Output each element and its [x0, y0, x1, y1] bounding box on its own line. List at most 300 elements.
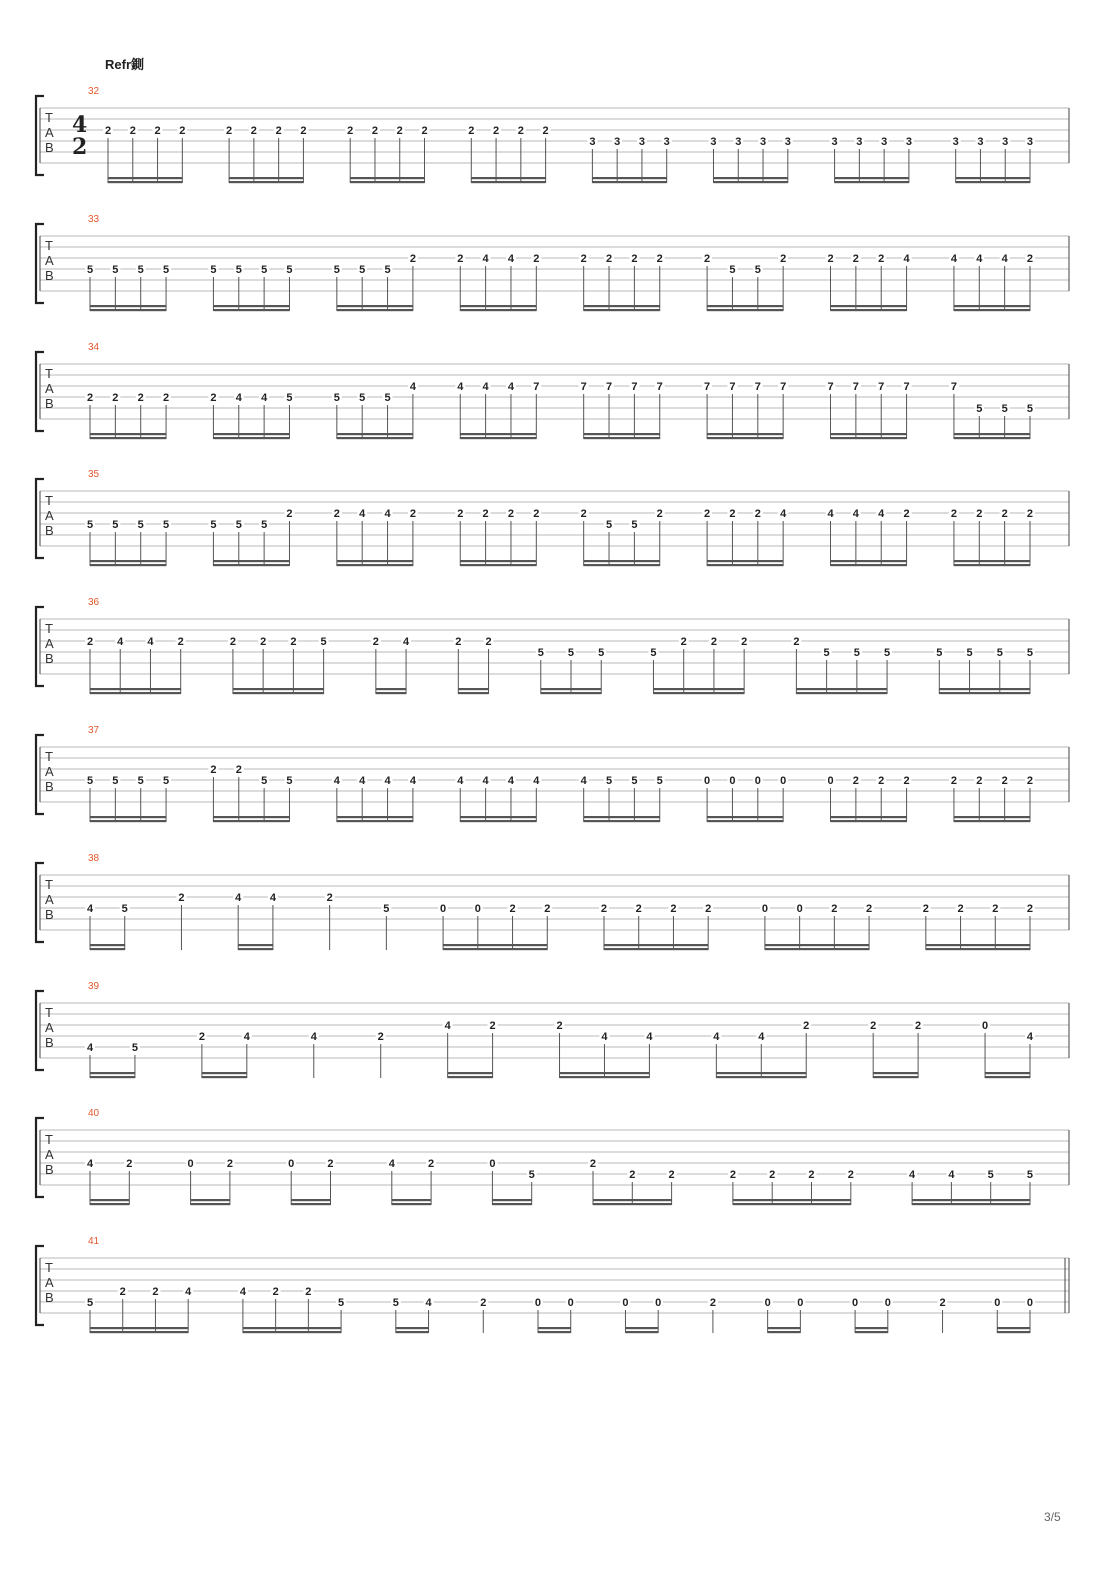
fret-number: 4 [243, 1031, 250, 1043]
beam [956, 181, 1030, 183]
fret-number: 4 [601, 1031, 608, 1043]
fret-number: 4 [976, 253, 983, 265]
beam [831, 820, 907, 822]
tab-clef-letter: B [45, 1035, 54, 1050]
tab-clef-letter: A [45, 125, 54, 140]
beam [458, 692, 488, 694]
fret-number: 5 [86, 1297, 94, 1309]
fret-number: 2 [957, 903, 964, 915]
fret-number: 2 [803, 1020, 810, 1032]
tab-clef-letter: A [45, 636, 54, 651]
fret-number: 2 [656, 508, 663, 520]
fret-number: 3 [856, 136, 863, 148]
fret-number: 2 [533, 253, 540, 265]
beam [584, 433, 660, 435]
fret-number: 4 [86, 903, 94, 915]
tab-clef-letter: B [45, 907, 54, 922]
fret-number: 0 [440, 903, 447, 915]
fret-number: 2 [852, 253, 859, 265]
fret-number: 4 [482, 775, 489, 787]
fret-number: 2 [680, 636, 687, 648]
beam [912, 1203, 1030, 1205]
fret-number: 4 [147, 636, 154, 648]
beam [939, 692, 1030, 694]
fret-number: 2 [493, 125, 500, 137]
beam [90, 560, 166, 562]
beam [926, 948, 1030, 950]
fret-number: 2 [710, 636, 717, 648]
beam [707, 820, 783, 822]
fret-number: 4 [86, 1158, 94, 1170]
fret-number: 2 [870, 1020, 877, 1032]
fret-number: 2 [827, 253, 834, 265]
beam [460, 433, 536, 435]
beam [291, 1199, 330, 1201]
beam [707, 816, 783, 818]
fret-number: 5 [131, 1042, 139, 1054]
fret-number: 5 [210, 519, 217, 531]
fret-number: 2 [544, 903, 551, 915]
tab-system [0, 469, 1110, 597]
beam [90, 944, 125, 946]
tab-clef-letter: A [45, 253, 54, 268]
fret-number: 2 [878, 775, 885, 787]
beam [954, 816, 1030, 818]
fret-number: 4 [457, 775, 464, 787]
fret-number: 4 [758, 1031, 765, 1043]
fret-number: 4 [713, 1031, 720, 1043]
beam [625, 1327, 658, 1329]
beam [716, 1076, 806, 1078]
fret-number: 4 [1026, 1031, 1034, 1043]
fret-number: 2 [290, 636, 297, 648]
fret-number: 5 [112, 519, 119, 531]
fret-number: 2 [250, 125, 257, 137]
fret-number: 0 [797, 1297, 804, 1309]
beam [707, 309, 783, 311]
beam [625, 1331, 658, 1333]
fret-number: 0 [655, 1297, 662, 1309]
fret-number: 4 [269, 892, 276, 904]
fret-number: 5 [163, 519, 170, 531]
fret-number: 4 [117, 636, 124, 648]
beam [213, 437, 289, 439]
beam [492, 1199, 531, 1201]
fret-number: 7 [852, 381, 859, 393]
tab-staff [0, 342, 1110, 470]
beam [337, 437, 413, 439]
fret-number: 5 [656, 775, 663, 787]
beam [765, 944, 869, 946]
tab-staff [0, 597, 1110, 725]
beam [592, 181, 666, 183]
beam [443, 948, 547, 950]
measure-number: 41 [88, 1236, 100, 1247]
fret-number: 5 [884, 647, 891, 659]
fret-number: 7 [950, 381, 957, 393]
beam [855, 1327, 888, 1329]
fret-number: 4 [388, 1158, 395, 1170]
fret-number: 5 [261, 775, 268, 787]
tab-clef-letter: A [45, 508, 54, 523]
beam [337, 816, 413, 818]
fret-number: 3 [905, 136, 912, 148]
fret-number: 0 [761, 903, 768, 915]
fret-number: 4 [86, 1042, 94, 1054]
fret-number: 4 [409, 381, 416, 393]
fret-number: 2 [950, 775, 957, 787]
beam [707, 433, 783, 435]
fret-number: 4 [507, 381, 515, 393]
fret-number: 4 [384, 775, 391, 787]
fret-number: 2 [210, 392, 217, 404]
beam [796, 692, 887, 694]
fret-number: 2 [409, 508, 416, 520]
beam [291, 1203, 330, 1205]
fret-number: 2 [154, 125, 161, 137]
fret-number: 7 [827, 381, 834, 393]
fret-number: 5 [384, 264, 391, 276]
beam [90, 1199, 129, 1201]
beam [796, 688, 887, 690]
fret-number: 4 [646, 1031, 653, 1043]
beam [926, 944, 1030, 946]
fret-number: 2 [137, 392, 144, 404]
fret-number: 5 [598, 647, 605, 659]
tab-clef-letter: A [45, 764, 54, 779]
beam [997, 1327, 1030, 1329]
tab-clef-letter: B [45, 523, 54, 538]
fret-number: 5 [286, 392, 293, 404]
fret-number: 4 [533, 775, 540, 787]
fret-number: 0 [729, 775, 736, 787]
fret-number: 4 [457, 381, 464, 393]
fret-number: 5 [112, 775, 119, 787]
beam [90, 948, 125, 950]
fret-number: 2 [631, 253, 638, 265]
beam [541, 688, 601, 690]
fret-number: 5 [853, 647, 860, 659]
beam [733, 1203, 851, 1205]
fret-number: 2 [485, 636, 492, 648]
beam [90, 692, 181, 694]
beam [653, 692, 744, 694]
fret-number: 4 [444, 1020, 451, 1032]
fret-number: 2 [976, 508, 983, 520]
fret-number: 4 [903, 253, 910, 265]
fret-number: 4 [359, 775, 366, 787]
fret-number: 2 [86, 392, 94, 404]
beam [939, 688, 1030, 690]
beam [460, 437, 536, 439]
fret-number: 5 [137, 775, 144, 787]
fret-number: 5 [261, 519, 268, 531]
fret-number: 0 [981, 1020, 989, 1032]
beam [90, 816, 166, 818]
fret-number: 2 [126, 1158, 133, 1170]
tab-clef-letter: A [45, 1147, 54, 1162]
fret-number: 5 [333, 264, 340, 276]
beam [584, 560, 660, 562]
fret-number: 5 [163, 775, 170, 787]
fret-number: 2 [729, 508, 736, 520]
beam [954, 305, 1030, 307]
time-signature-numerator: 4 [72, 112, 88, 138]
tab-staff [0, 725, 1110, 853]
tab-clef-letter: T [45, 493, 53, 508]
fret-number: 5 [338, 1297, 345, 1309]
fret-number: 2 [163, 392, 170, 404]
fret-number: 2 [629, 1169, 636, 1181]
fret-number: 2 [226, 125, 233, 137]
fret-number: 2 [198, 1031, 205, 1043]
fret-number: 7 [580, 381, 587, 393]
beam [954, 560, 1030, 562]
beam [202, 1072, 247, 1074]
fret-number: 7 [605, 381, 613, 393]
beam [592, 177, 666, 179]
fret-number: 0 [1026, 1297, 1034, 1309]
beam [108, 181, 182, 183]
beam [448, 1072, 493, 1074]
beam [538, 1331, 571, 1333]
fret-number: 5 [936, 647, 943, 659]
measure-number: 36 [88, 597, 100, 608]
tab-system [0, 214, 1110, 342]
fret-number: 2 [260, 636, 267, 648]
fret-number: 2 [286, 508, 293, 520]
beam [584, 437, 660, 439]
fret-number: 0 [704, 775, 711, 787]
fret-number: 2 [86, 636, 94, 648]
fret-number: 2 [656, 253, 663, 265]
fret-number: 3 [710, 136, 717, 148]
beam [707, 564, 783, 566]
fret-number: 2 [327, 1158, 334, 1170]
fret-number: 4 [507, 775, 515, 787]
beam [560, 1072, 650, 1074]
beam [202, 1076, 247, 1078]
page-number: 3/5 [1044, 1510, 1061, 1524]
fret-number: 5 [261, 264, 268, 276]
beam [233, 692, 324, 694]
beam [213, 564, 289, 566]
measure-number: 34 [88, 342, 100, 353]
tab-clef-letter: A [45, 381, 54, 396]
fret-number: 2 [922, 903, 929, 915]
fret-number: 2 [377, 1031, 384, 1043]
fret-number: 2 [480, 1297, 487, 1309]
beam [213, 820, 289, 822]
fret-number: 4 [482, 253, 489, 265]
beam [392, 1203, 431, 1205]
beam [443, 944, 547, 946]
fret-number: 2 [517, 125, 524, 137]
fret-number: 2 [372, 636, 379, 648]
beam [707, 437, 783, 439]
tab-clef-letter: T [45, 110, 53, 125]
beam [213, 816, 289, 818]
beam [716, 1072, 806, 1074]
measure-number: 40 [88, 1108, 100, 1119]
fret-number: 5 [359, 392, 366, 404]
fret-number: 2 [600, 903, 608, 915]
fret-number: 2 [580, 508, 587, 520]
fret-number: 0 [764, 1297, 771, 1309]
tab-clef-letter: B [45, 651, 54, 666]
fret-number: 2 [396, 125, 403, 137]
beam [956, 177, 1030, 179]
tab-staff [0, 853, 1110, 981]
tab-clef-letter: T [45, 1132, 53, 1147]
tab-clef-letter: A [45, 1275, 54, 1290]
beam [396, 1331, 429, 1333]
fret-number: 2 [457, 253, 464, 265]
tab-clef-letter: B [45, 396, 54, 411]
fret-number: 2 [769, 1169, 776, 1181]
tab-clef-letter: B [45, 779, 54, 794]
section-label: Refr鍘 [105, 57, 145, 72]
fret-number: 2 [229, 636, 236, 648]
beam [90, 820, 166, 822]
beam [831, 564, 907, 566]
beam [997, 1331, 1030, 1333]
tab-clef-letter: T [45, 877, 53, 892]
fret-number: 5 [359, 264, 366, 276]
beam [985, 1072, 1030, 1074]
fret-number: 2 [482, 508, 489, 520]
fret-number: 4 [235, 892, 242, 904]
fret-number: 2 [915, 1020, 922, 1032]
measure-number: 38 [88, 853, 100, 864]
fret-number: 2 [1001, 775, 1008, 787]
beam [707, 560, 783, 562]
fret-number: 2 [421, 125, 428, 137]
fret-number: 5 [392, 1297, 399, 1309]
fret-number: 4 [827, 508, 834, 520]
fret-number: 0 [994, 1297, 1001, 1309]
tab-clef-letter: A [45, 892, 54, 907]
fret-number: 2 [605, 253, 613, 265]
fret-number: 2 [119, 1286, 126, 1298]
fret-number: 7 [729, 381, 736, 393]
fret-number: 2 [556, 1020, 563, 1032]
fret-number: 2 [793, 636, 800, 648]
fret-number: 5 [121, 903, 128, 915]
fret-number: 2 [409, 253, 416, 265]
fret-number: 5 [163, 264, 170, 276]
fret-number: 5 [86, 775, 94, 787]
beam [831, 305, 907, 307]
fret-number: 3 [977, 136, 984, 148]
beam [768, 1327, 801, 1329]
fret-number: 7 [631, 381, 638, 393]
tab-system [0, 86, 1110, 214]
tab-system [0, 853, 1110, 981]
fret-number: 5 [966, 647, 973, 659]
fret-number: 2 [847, 1169, 854, 1181]
fret-number: 2 [235, 764, 242, 776]
beam [460, 816, 536, 818]
fret-number: 4 [780, 508, 787, 520]
fret-number: 5 [650, 647, 657, 659]
beam [90, 309, 166, 311]
tab-clef-letter: T [45, 621, 53, 636]
fret-number: 2 [305, 1286, 312, 1298]
fret-number: 4 [239, 1286, 246, 1298]
fret-number: 0 [884, 1297, 891, 1309]
fret-number: 2 [333, 508, 340, 520]
fret-number: 2 [509, 903, 516, 915]
fret-number: 4 [909, 1169, 916, 1181]
tab-staff [0, 1236, 1110, 1364]
tab-clef-letter: B [45, 1162, 54, 1177]
beam [213, 560, 289, 562]
fret-number: 7 [903, 381, 910, 393]
fret-number: 5 [320, 636, 327, 648]
fret-number: 4 [384, 508, 391, 520]
tab-system [0, 597, 1110, 725]
fret-number: 2 [729, 1169, 736, 1181]
fret-number: 4 [403, 636, 410, 648]
measure-number: 32 [88, 86, 100, 97]
fret-number: 5 [333, 392, 340, 404]
beam [954, 564, 1030, 566]
fret-number: 4 [235, 392, 242, 404]
tab-staff [0, 981, 1110, 1109]
fret-number: 2 [903, 508, 910, 520]
fret-number: 4 [333, 775, 340, 787]
beam [831, 560, 907, 562]
beam [337, 305, 413, 307]
fret-number: 5 [137, 519, 144, 531]
fret-number: 0 [187, 1158, 194, 1170]
beam [243, 1331, 341, 1333]
fret-number: 4 [950, 253, 957, 265]
fret-number: 2 [152, 1286, 159, 1298]
fret-number: 5 [729, 264, 736, 276]
fret-number: 2 [704, 253, 711, 265]
fret-number: 2 [992, 903, 999, 915]
fret-number: 5 [235, 519, 242, 531]
measure-number: 33 [88, 214, 100, 225]
beam [460, 564, 536, 566]
fret-number: 3 [589, 136, 596, 148]
beam [90, 564, 166, 566]
fret-number: 4 [878, 508, 885, 520]
fret-number: 2 [704, 508, 711, 520]
fret-number: 2 [210, 764, 217, 776]
beam [392, 1199, 431, 1201]
beam [460, 305, 536, 307]
time-signature-denominator: 2 [72, 134, 88, 160]
fret-number: 2 [950, 508, 957, 520]
fret-number: 4 [185, 1286, 192, 1298]
fret-number: 0 [827, 775, 834, 787]
fret-number: 4 [1001, 253, 1008, 265]
fret-number: 3 [952, 136, 959, 148]
beam [460, 309, 536, 311]
fret-number: 2 [1001, 508, 1008, 520]
tab-system [0, 981, 1110, 1109]
beam [560, 1076, 650, 1078]
fret-number: 2 [300, 125, 307, 137]
beam [90, 437, 166, 439]
fret-number: 2 [705, 903, 712, 915]
tab-clef-letter: T [45, 366, 53, 381]
beam [471, 181, 545, 183]
tab-system [0, 1108, 1110, 1236]
